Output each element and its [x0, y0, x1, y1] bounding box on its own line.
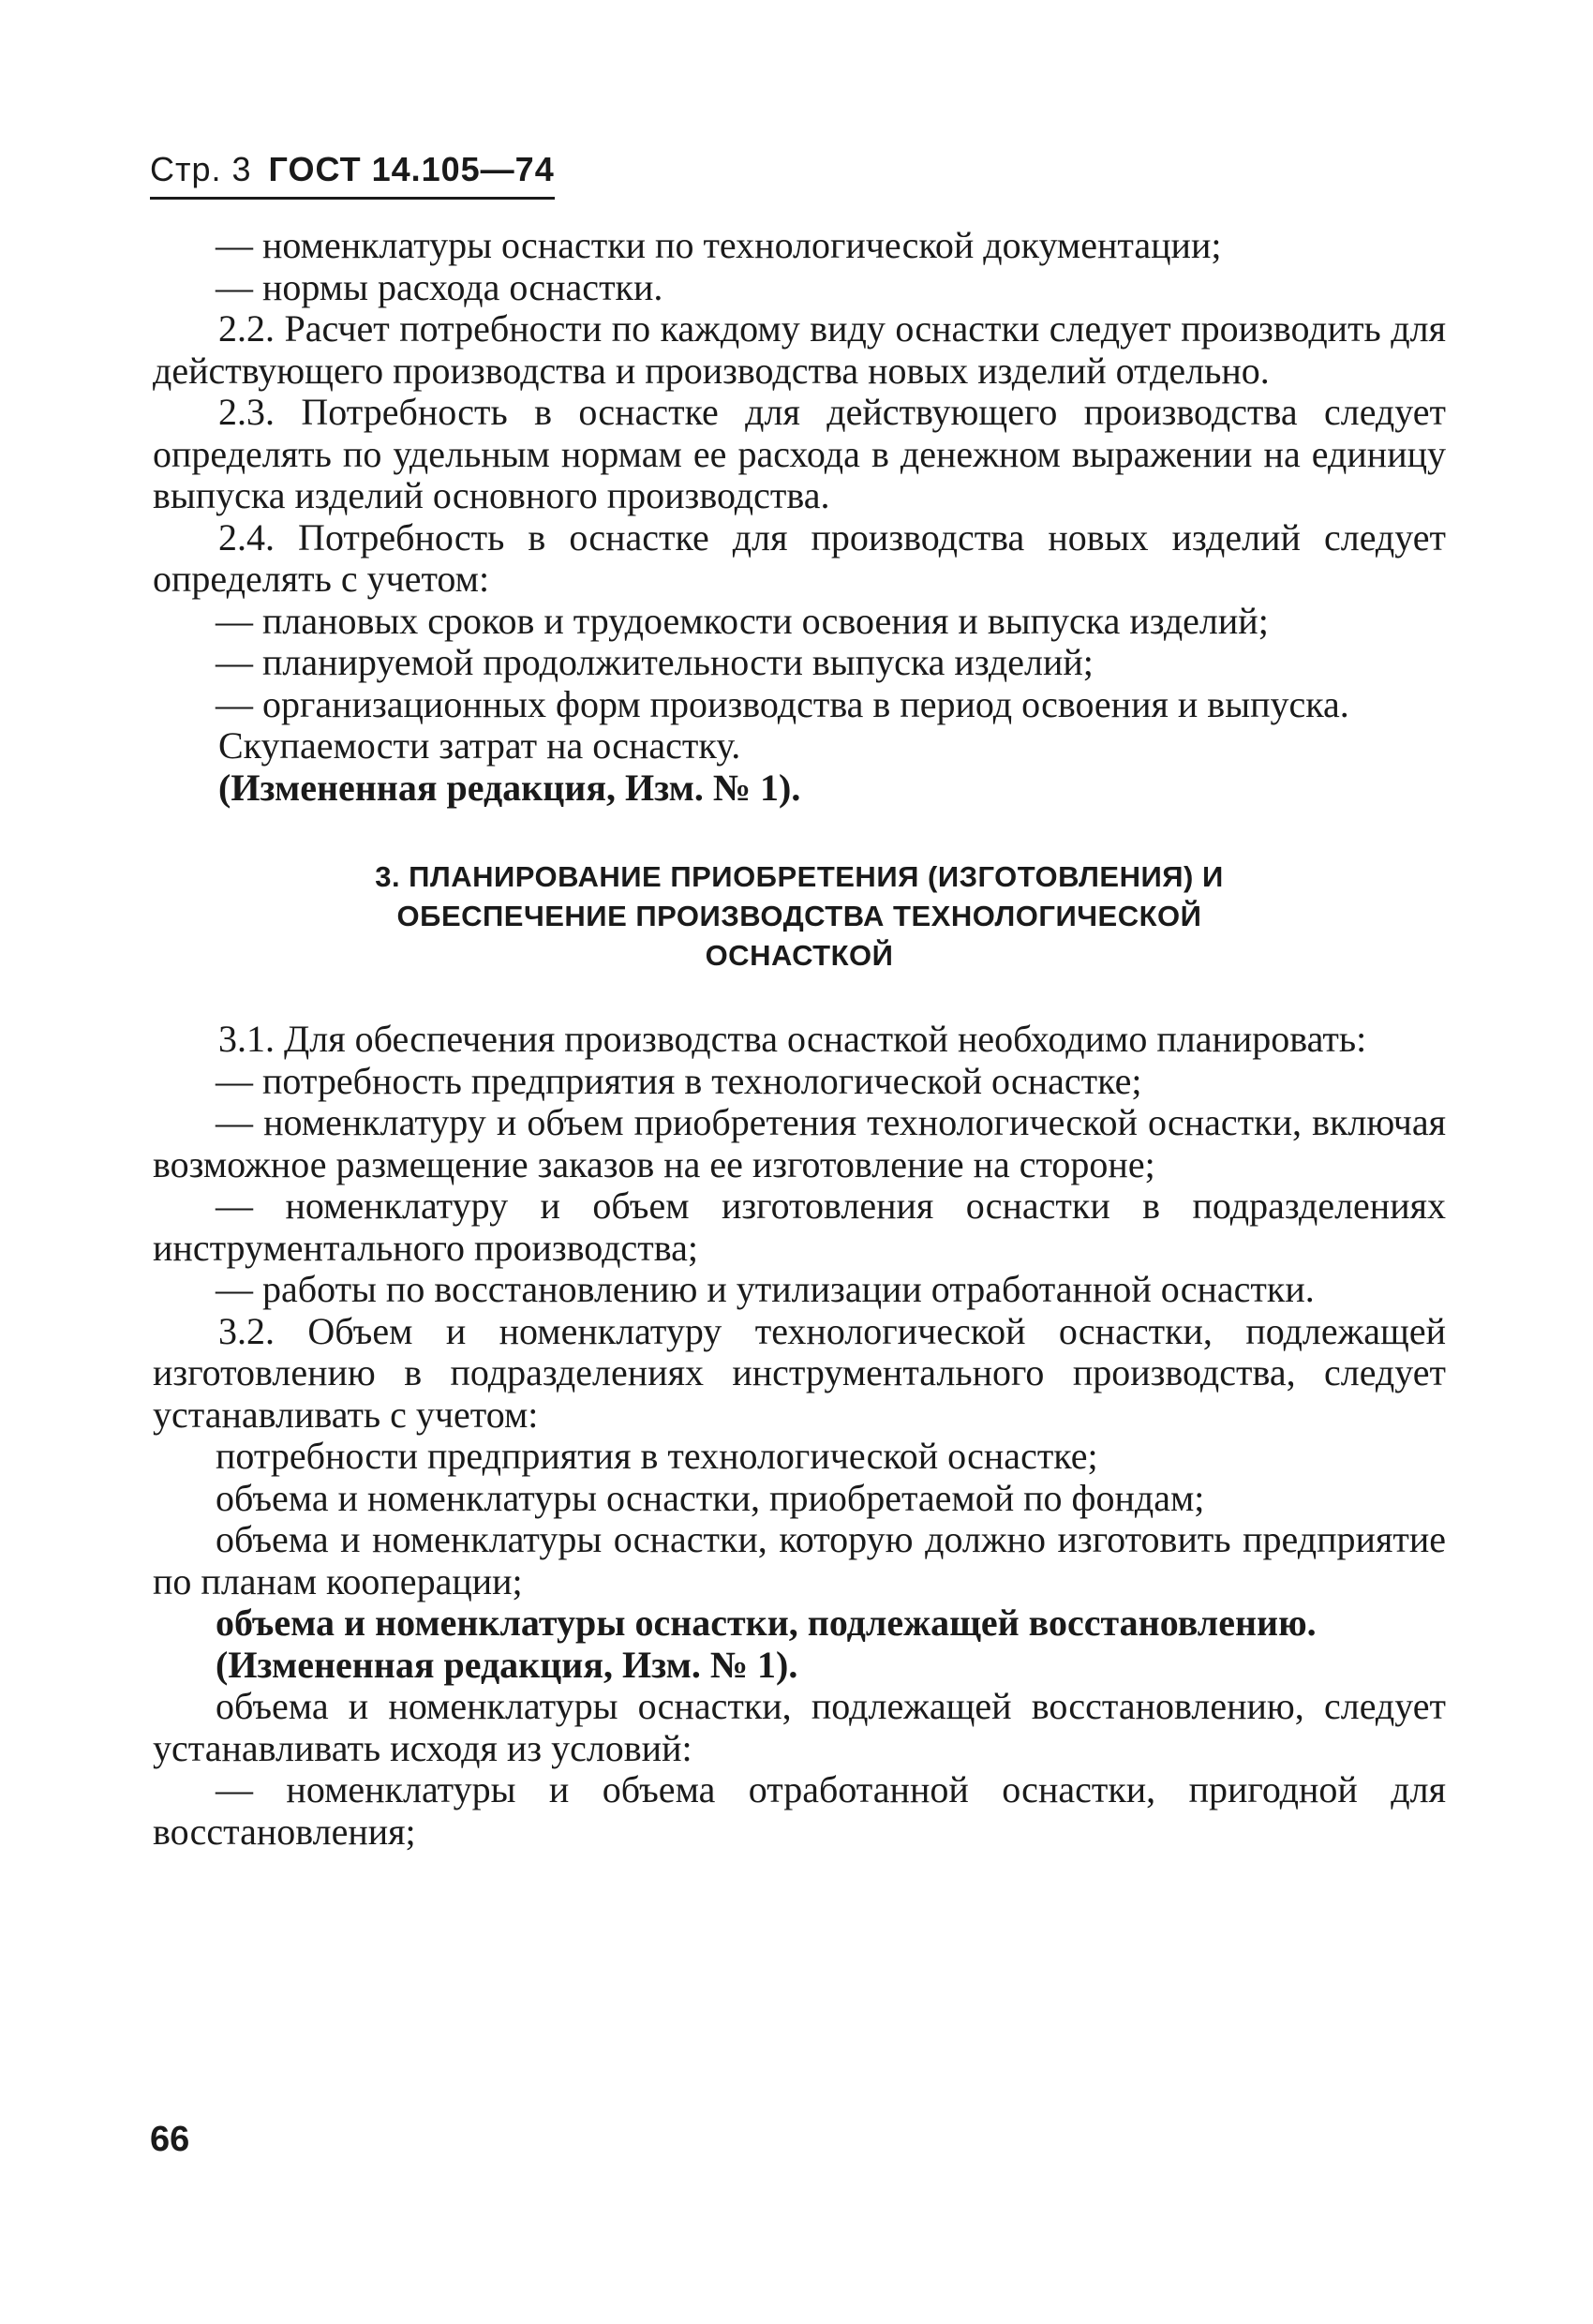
paragraph-line: Скупаемости затрат на оснастку.: [218, 724, 741, 767]
section-title-line: ОБЕСПЕЧЕНИЕ ПРОИЗВОДСТВА ТЕХНОЛОГИЧЕСКОЙ: [396, 900, 1202, 932]
standard-number: ГОСТ 14.105—74: [268, 150, 555, 188]
page-reference: Стр. 3: [150, 150, 252, 188]
page-header: [150, 150, 555, 200]
list-item: объема и номенклатуры оснастки, приобретаемой по фондам;: [216, 1476, 1205, 1519]
section-title-line: ОСНАСТКОЙ: [705, 939, 894, 972]
list-item: потребности предприятия в технологической оснастке;: [216, 1435, 1098, 1477]
list-item: — номенклатуры и объема отработанной оснастки, пригодной для восстановления;: [153, 1768, 1446, 1853]
paragraph-line: объема и номенклатуры оснастки, подлежащей восстановлению, следует устанавливать исходя из условий:: [153, 1685, 1446, 1769]
page-number: 66: [150, 2120, 190, 2159]
section-title-line: 3. ПЛАНИРОВАНИЕ ПРИОБРЕТЕНИЯ (ИЗГОТОВЛЕНИЯ) И: [375, 860, 1224, 893]
list-item: — номенклатуру и объем приобретения технологической оснастки, включая возможное размещение заказов на ее изготовление на стороне;: [153, 1101, 1446, 1185]
list-item: — номенклатуры оснастки по технологической документации;: [216, 224, 1222, 266]
revision-note: (Измененная редакция, Изм. № 1).: [218, 766, 801, 809]
paragraph-2-2: 2.2. Расчет потребности по каждому виду оснастки следует производить для действующего производства и производства новых изделий отдельно.: [153, 307, 1446, 392]
list-item: — организационных форм производства в период освоения и выпуска.: [216, 682, 1349, 725]
list-item: — номенклатуру и объем изготовления оснастки в подразделениях инструментального производства;: [153, 1184, 1446, 1269]
list-item: — нормы расхода оснастки.: [216, 265, 663, 308]
list-item: — работы по восстановлению и утилизации отработанной оснастки.: [216, 1268, 1315, 1310]
revision-note: (Измененная редакция, Изм. № 1).: [216, 1643, 798, 1686]
list-item: объема и номенклатуры оснастки, подлежащей восстановлению.: [216, 1601, 1317, 1644]
paragraph-2-4: 2.4. Потребность в оснастке для производства новых изделий следует определять с учетом:: [153, 515, 1446, 600]
list-item: — потребность предприятия в технологической оснастке;: [216, 1059, 1142, 1102]
list-item: объема и номенклатуры оснастки, которую должно изготовить предприятие по планам кооперации;: [153, 1518, 1446, 1602]
list-item: — планируемой продолжительности выпуска изделий;: [216, 641, 1094, 683]
section-3-title: [153, 857, 1446, 976]
document-body: [153, 225, 1446, 1853]
paragraph-2-3: 2.3. Потребность в оснастке для действующего производства следует определять по удельным нормам ее расхода в денежном выражении на единицу выпуска изделий основного производства.: [153, 391, 1446, 516]
paragraph-3-2: 3.2. Объем и номенклатуру технологической оснастки, подлежащей изготовлению в подразделениях инструментального производства, следует устанавливать с учетом:: [153, 1309, 1446, 1436]
paragraph-3-1: 3.1. Для обеспечения производства оснасткой необходимо планировать:: [218, 1018, 1367, 1060]
list-item: — плановых сроков и трудоемкости освоения и выпуска изделий;: [216, 599, 1269, 642]
